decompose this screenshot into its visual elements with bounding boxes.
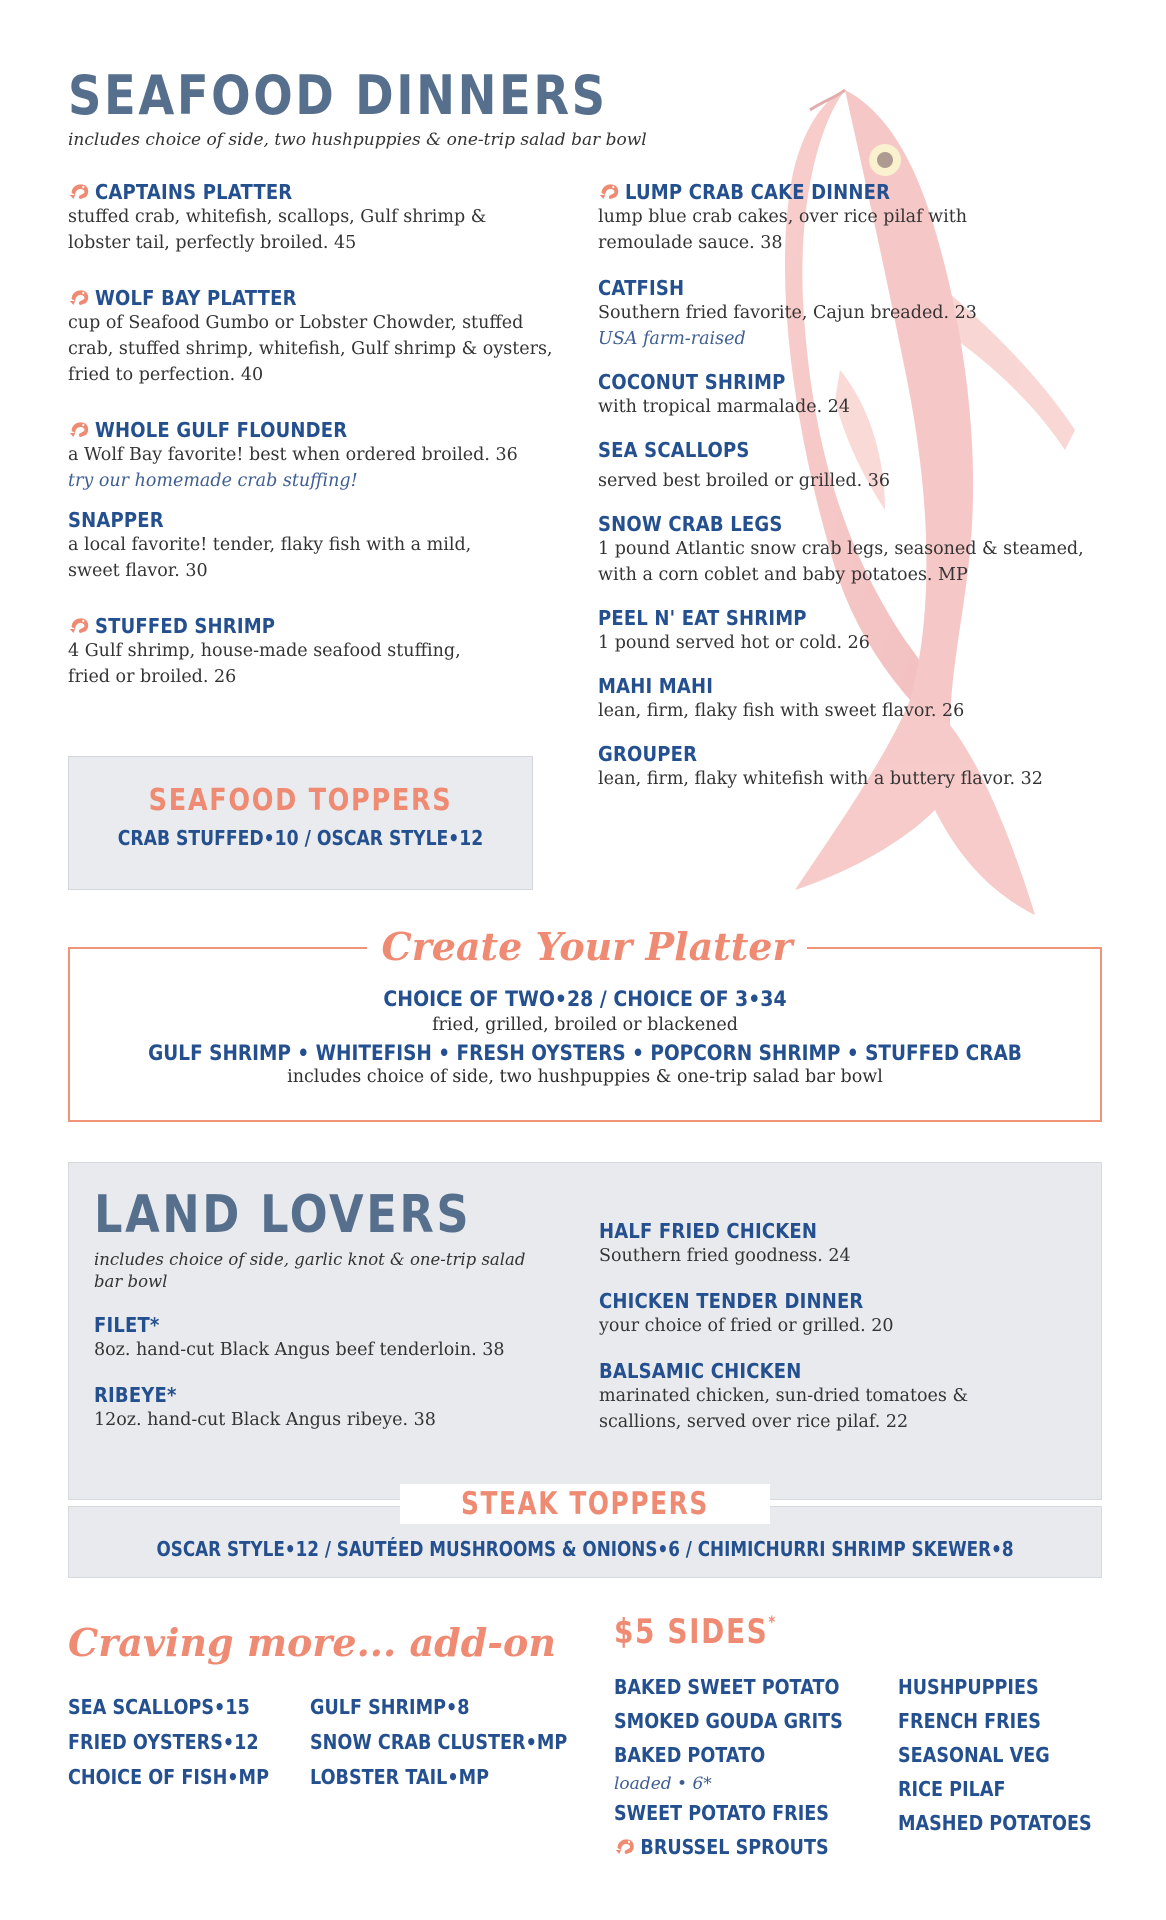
- platter-title: Create Your Platter: [367, 918, 807, 976]
- menu-item: [598, 180, 1098, 256]
- shrimp-icon: [598, 181, 621, 203]
- addon-item: SEA SCALLOPS•15: [68, 1695, 250, 1719]
- menu-item-name: COCONUT SHRIMP: [598, 370, 786, 394]
- side-item: BAKED SWEET POTATO: [614, 1675, 840, 1699]
- shrimp-icon: [68, 615, 91, 637]
- side-item: SMOKED GOUDA GRITS: [614, 1709, 843, 1733]
- menu-item-desc: lump blue crab cakes, over rice pilaf with remoulade sauce. 38: [598, 207, 968, 253]
- menu-item-name: CHICKEN TENDER DINNER: [599, 1289, 864, 1313]
- platter-choice: CHOICE OF TWO•28 / CHOICE OF 3•34: [383, 987, 787, 1011]
- menu-item-desc: lean, firm, flaky fish with sweet flavor. 26: [598, 701, 965, 721]
- menu-item: [598, 674, 1098, 724]
- land-subtitle: includes choice of side, garlic knot & one-trip salad bar bowl: [94, 1250, 526, 1291]
- menu-item-desc: your choice of fried or grilled. 20: [599, 1316, 894, 1336]
- seafood-left-column: [68, 180, 568, 713]
- menu-item-desc: stuffed crab, whitefish, scallops, Gulf shrimp & lobster tail, perfectly broiled. 45: [68, 207, 487, 253]
- menu-item-desc: 1 pound served hot or cold. 26: [598, 633, 870, 653]
- menu-item-desc: a local favorite! tender, flaky fish with a mild, sweet flavor. 30: [68, 535, 472, 581]
- menu-item-name: WHOLE GULF FLOUNDER: [95, 418, 348, 442]
- side-item: SEASONAL VEG: [898, 1743, 1050, 1767]
- menu-item-desc: 4 Gulf shrimp, house-made seafood stuffing, fried or broiled. 26: [68, 641, 461, 687]
- menu-item-desc: lean, firm, flaky whitefish with a buttery flavor. 32: [598, 769, 1043, 789]
- shrimp-icon: [68, 419, 91, 441]
- menu-item: [68, 614, 568, 690]
- shrimp-icon: [68, 287, 91, 309]
- menu-item: [598, 276, 1098, 352]
- menu-item-note: USA farm-raised: [598, 329, 746, 349]
- menu-item-desc: 8oz. hand-cut Black Angus beef tenderloin. 38: [94, 1340, 505, 1360]
- side-item: SWEET POTATO FRIES: [614, 1801, 829, 1825]
- seafood-title: SEAFOOD DINNERS: [68, 64, 608, 127]
- side-item: RICE PILAF: [898, 1777, 1006, 1801]
- addon-item: CHOICE OF FISH•MP: [68, 1765, 269, 1789]
- menu-item: [94, 1313, 505, 1363]
- side-item: FRENCH FRIES: [898, 1709, 1041, 1733]
- shrimp-icon: [68, 181, 91, 203]
- addon-item: SNOW CRAB CLUSTER•MP: [310, 1730, 568, 1754]
- menu-item-name: GROUPER: [598, 742, 698, 766]
- menu-item-name: CAPTAINS PLATTER: [95, 180, 293, 204]
- side-item: BRUSSEL SPROUTS: [614, 1830, 843, 1864]
- menu-item: [68, 180, 568, 256]
- menu-item-name: SEA SCALLOPS: [598, 438, 750, 462]
- platter-methods: fried, grilled, broiled or blackened: [432, 1015, 738, 1035]
- menu-item-desc: 12oz. hand-cut Black Angus ribeye. 38: [94, 1410, 436, 1430]
- addon-column-1: [68, 1690, 269, 1795]
- menu-item: [68, 418, 568, 494]
- seafood-toppers-title: SEAFOOD TOPPERS: [148, 783, 453, 818]
- menu-item: [598, 438, 1098, 494]
- land-left-column: [94, 1313, 505, 1456]
- menu-item-note: try our homemade crab stuffing!: [68, 471, 358, 491]
- sides-title: $5 SIDES*: [614, 1612, 777, 1652]
- menu-item: [94, 1383, 505, 1433]
- steak-toppers-line: OSCAR STYLE•12 / SAUTÉED MUSHROOMS & ONIONS•6 / CHIMICHURRI SHRIMP SKEWER•8: [156, 1537, 1014, 1561]
- land-lovers-box: [68, 1162, 1102, 1500]
- land-title: LAND LOVERS: [94, 1185, 472, 1245]
- seafood-subtitle: includes choice of side, two hushpuppies & one-trip salad bar bowl: [68, 130, 647, 150]
- land-right-column: [599, 1219, 1019, 1458]
- menu-item-desc: Southern fried favorite, Cajun breaded. 23: [598, 303, 977, 323]
- seafood-toppers-box: [68, 756, 533, 890]
- menu-item: [599, 1289, 1019, 1339]
- menu-item-desc: Southern fried goodness. 24: [599, 1246, 851, 1266]
- platter-options: GULF SHRIMP • WHITEFISH • FRESH OYSTERS • POPCORN SHRIMP • STUFFED CRAB: [148, 1041, 1022, 1065]
- menu-item-name: SNOW CRAB LEGS: [598, 512, 783, 536]
- side-item-note: loaded • 6*: [614, 1774, 712, 1794]
- menu-item-desc: marinated chicken, sun-dried tomatoes & scallions, served over rice pilaf. 22: [599, 1386, 969, 1432]
- menu-item: [68, 508, 568, 584]
- addon-title: Craving more... add-on: [68, 1620, 557, 1665]
- shrimp-icon: [614, 1836, 637, 1858]
- menu-item-name: CATFISH: [598, 276, 685, 300]
- menu-item-name: STUFFED SHRIMP: [95, 614, 276, 638]
- seafood-toppers-line: CRAB STUFFED•10 / OSCAR STYLE•12: [117, 826, 484, 850]
- menu-item-desc: 1 pound Atlantic snow crab legs, seasoned & steamed, with a corn coblet and baby potatoes. MP: [598, 539, 1084, 585]
- menu-item-name: RIBEYE*: [94, 1383, 177, 1407]
- menu-item-name: SNAPPER: [68, 508, 164, 532]
- side-item: MASHED POTATOES: [898, 1811, 1092, 1835]
- addon-item: FRIED OYSTERS•12: [68, 1730, 259, 1754]
- side-item: BAKED POTATO: [614, 1743, 766, 1767]
- menu-item-name: PEEL N' EAT SHRIMP: [598, 606, 807, 630]
- menu-item: [598, 742, 1098, 792]
- addon-item: GULF SHRIMP•8: [310, 1695, 470, 1719]
- menu-item-name: WOLF BAY PLATTER: [95, 286, 297, 310]
- steak-toppers-title: STEAK TOPPERS: [400, 1484, 770, 1524]
- side-item: HUSHPUPPIES: [898, 1675, 1039, 1699]
- menu-item: [599, 1359, 1019, 1435]
- menu-item-name: HALF FRIED CHICKEN: [599, 1219, 818, 1243]
- menu-item-desc: a Wolf Bay favorite! best when ordered broiled. 36: [68, 445, 518, 465]
- menu-item: [598, 370, 1098, 420]
- seafood-right-column: [598, 180, 1098, 815]
- sides-column-2: [898, 1670, 1118, 1840]
- menu-item-desc: with tropical marmalade. 24: [598, 397, 850, 417]
- menu-item: [599, 1219, 1019, 1269]
- menu-item-desc: cup of Seafood Gumbo or Lobster Chowder, stuffed crab, stuffed shrimp, whitefish, Gulf shrimp & oysters, fried to perfection. 40: [68, 313, 553, 385]
- menu-item-name: BALSAMIC CHICKEN: [599, 1359, 802, 1383]
- menu-item: [598, 512, 1098, 588]
- sides-column-1: [614, 1670, 874, 1864]
- menu-item-name: MAHI MAHI: [598, 674, 714, 698]
- menu-item-desc: served best broiled or grilled. 36: [598, 471, 891, 491]
- addon-column-2: [310, 1690, 567, 1795]
- menu-item: [598, 606, 1098, 656]
- menu-item-name: LUMP CRAB CAKE DINNER: [625, 180, 891, 204]
- menu-item: [68, 286, 568, 388]
- menu-item-name: FILET*: [94, 1313, 160, 1337]
- platter-includes: includes choice of side, two hushpuppies & one-trip salad bar bowl: [287, 1067, 883, 1087]
- addon-item: LOBSTER TAIL•MP: [310, 1765, 490, 1789]
